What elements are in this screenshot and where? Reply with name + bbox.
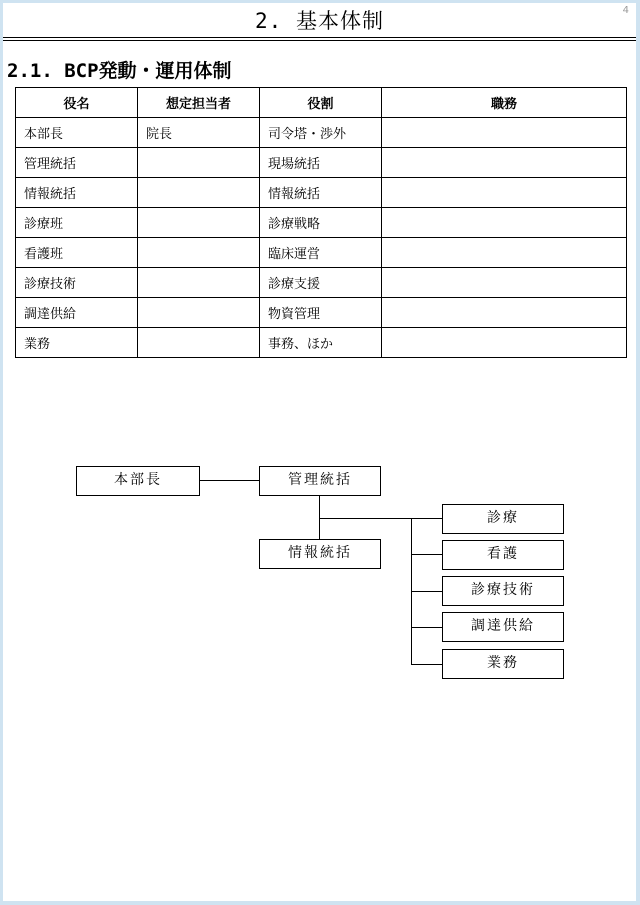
cell-role-name: 業務 <box>16 328 138 358</box>
section-heading: 2.1. BCP発動・運用体制 <box>7 60 232 82</box>
connector-horizontal-branch <box>319 518 412 519</box>
org-node-head: 本部長 <box>76 466 200 496</box>
cell-role-name: 管理統括 <box>16 148 138 178</box>
cell-assignee <box>138 238 260 268</box>
cell-assignee <box>138 298 260 328</box>
cell-duties <box>382 268 627 298</box>
cell-role: 事務、ほか <box>260 328 382 358</box>
connector-team-3 <box>411 591 442 592</box>
title-rule <box>3 37 636 38</box>
document-page <box>3 3 636 901</box>
cell-duties <box>382 118 627 148</box>
cell-assignee <box>138 178 260 208</box>
cell-role-name: 情報統括 <box>16 178 138 208</box>
table-header-row <box>16 88 627 118</box>
cell-role-name: 看護班 <box>16 238 138 268</box>
table-row <box>16 118 627 148</box>
cell-role: 診療支援 <box>260 268 382 298</box>
connector-team-2 <box>411 554 442 555</box>
cell-duties <box>382 238 627 268</box>
cell-role: 物資管理 <box>260 298 382 328</box>
connector-team-1 <box>411 518 442 519</box>
cell-role: 現場統括 <box>260 148 382 178</box>
org-node-info: 情報統括 <box>259 539 381 569</box>
cell-role: 診療戦略 <box>260 208 382 238</box>
column-header-assignee: 想定担当者 <box>138 88 260 118</box>
cell-duties <box>382 148 627 178</box>
cell-assignee <box>138 208 260 238</box>
connector-manager-down <box>319 494 320 542</box>
cell-duties <box>382 178 627 208</box>
page-number: 4 <box>622 5 629 16</box>
table-row <box>16 328 627 358</box>
cell-assignee <box>138 328 260 358</box>
connector-team-spine <box>411 518 412 664</box>
connector-team-4 <box>411 627 442 628</box>
org-node-team-technical: 診療技術 <box>442 576 564 606</box>
table-row <box>16 268 627 298</box>
cell-duties <box>382 298 627 328</box>
page-title: 2. 基本体制 <box>255 9 384 33</box>
cell-assignee <box>138 148 260 178</box>
title-rule-double <box>3 40 636 41</box>
cell-role: 臨床運営 <box>260 238 382 268</box>
cell-duties <box>382 328 627 358</box>
cell-assignee <box>138 268 260 298</box>
org-node-team-medical: 診療 <box>442 504 564 534</box>
table-row <box>16 148 627 178</box>
column-header-duties: 職務 <box>382 88 627 118</box>
org-node-team-nursing: 看護 <box>442 540 564 570</box>
cell-role: 情報統括 <box>260 178 382 208</box>
table-row <box>16 238 627 268</box>
table-row <box>16 298 627 328</box>
org-node-team-procurement: 調達供給 <box>442 612 564 642</box>
table-body <box>16 118 627 358</box>
cell-role-name: 診療技術 <box>16 268 138 298</box>
cell-duties <box>382 208 627 238</box>
column-header-role-name: 役名 <box>16 88 138 118</box>
table-row <box>16 178 627 208</box>
connector-team-5 <box>411 664 442 665</box>
cell-role-name: 診療班 <box>16 208 138 238</box>
table-row <box>16 208 627 238</box>
cell-assignee: 院長 <box>138 118 260 148</box>
connector-info-down <box>319 518 320 542</box>
org-node-manager: 管理統括 <box>259 466 381 496</box>
cell-role: 司令塔・渉外 <box>260 118 382 148</box>
cell-role-name: 調達供給 <box>16 298 138 328</box>
connector-head-to-manager <box>200 480 260 481</box>
org-node-team-business: 業務 <box>442 649 564 679</box>
roles-table <box>15 87 627 358</box>
cell-role-name: 本部長 <box>16 118 138 148</box>
column-header-role: 役割 <box>260 88 382 118</box>
